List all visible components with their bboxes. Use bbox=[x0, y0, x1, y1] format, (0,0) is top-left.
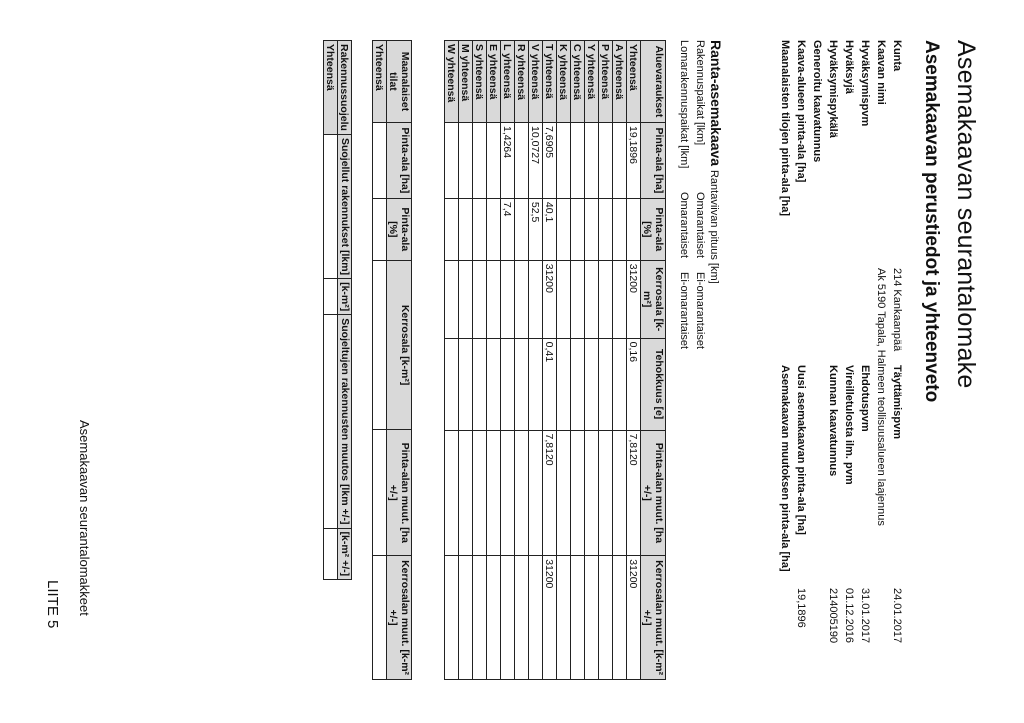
table-cell bbox=[487, 430, 501, 556]
generoitu-label: Generoitu kaavatunnus bbox=[811, 40, 823, 163]
table-row bbox=[529, 41, 543, 680]
table-cell: Yhteensä bbox=[373, 41, 387, 123]
ranta-row-a: Omarantaiset bbox=[678, 192, 690, 259]
table-row bbox=[501, 41, 515, 680]
table-cell bbox=[487, 260, 501, 338]
table-cell bbox=[557, 260, 571, 338]
table-cell bbox=[571, 430, 585, 556]
table-header-row bbox=[387, 41, 412, 680]
table-cell bbox=[473, 260, 487, 338]
table-cell bbox=[473, 338, 487, 430]
table-cell: V yhteensä bbox=[529, 41, 543, 123]
table-cell bbox=[571, 338, 585, 430]
kunnan-tunnus-label: Kunnan kaavatunnus bbox=[827, 365, 839, 477]
taytt-label: Täyttämispvm bbox=[891, 365, 903, 439]
table-cell bbox=[459, 122, 473, 198]
table-cell bbox=[445, 338, 459, 430]
table-cell bbox=[459, 556, 473, 680]
table-cell bbox=[585, 430, 599, 556]
table-cell bbox=[373, 122, 387, 198]
table-header-row bbox=[641, 41, 666, 680]
vireille-label: Vireilletulosta ilm. pvm bbox=[843, 365, 855, 485]
table-cell bbox=[557, 198, 571, 260]
table-cell bbox=[445, 430, 459, 556]
table-header: Pinta-alan muut. [ha +/-] bbox=[387, 430, 412, 556]
table-row bbox=[459, 41, 473, 680]
aluevaraukset-table bbox=[444, 40, 666, 680]
table-cell bbox=[613, 430, 627, 556]
table-cell bbox=[599, 338, 613, 430]
uusi-label: Uusi asemakaavan pinta-ala [ha] bbox=[795, 365, 807, 535]
table-cell: 0,41 bbox=[543, 338, 557, 430]
table-cell bbox=[557, 122, 571, 198]
table-header: Tehokkuus [e] bbox=[641, 338, 666, 430]
table-cell bbox=[585, 122, 599, 198]
table-cell: 19,1896 bbox=[627, 122, 641, 198]
table-cell: 0,16 bbox=[627, 338, 641, 430]
table-cell bbox=[599, 198, 613, 260]
table-cell: 7,6905 bbox=[543, 122, 557, 198]
table-header: Aluevaraukset bbox=[641, 41, 666, 123]
table-cell bbox=[529, 338, 543, 430]
kunta-value: 214 Kankaanpää bbox=[891, 268, 903, 352]
table-cell bbox=[599, 122, 613, 198]
table-header: Suojellut rakennukset [lkm] bbox=[338, 134, 352, 278]
table-cell bbox=[373, 556, 387, 680]
table-cell: C yhteensä bbox=[571, 41, 585, 123]
table-cell: 7,8120 bbox=[627, 430, 641, 556]
table-cell bbox=[501, 430, 515, 556]
table-cell bbox=[324, 134, 338, 278]
table-header: Pinta-ala [ha] bbox=[641, 122, 666, 198]
form-subtitle: Asemakaavan perustiedot ja yhteenveto bbox=[921, 40, 942, 403]
ranta-row-a: Omarantaiset bbox=[694, 192, 706, 259]
table-cell: 40,1 bbox=[543, 198, 557, 260]
table-header: Pinta-ala [%] bbox=[387, 198, 412, 260]
table-cell bbox=[501, 338, 515, 430]
table-cell bbox=[487, 198, 501, 260]
table-cell: R yhteensä bbox=[515, 41, 529, 123]
table-cell bbox=[515, 198, 529, 260]
table-cell bbox=[473, 198, 487, 260]
table-cell bbox=[529, 430, 543, 556]
table-cell bbox=[445, 198, 459, 260]
table-cell bbox=[557, 338, 571, 430]
table-cell: 31200 bbox=[543, 556, 557, 680]
rantaviiva-label: Rantaviivan pituus [km] bbox=[708, 169, 720, 284]
table-cell: 31200 bbox=[543, 260, 557, 338]
table-cell bbox=[445, 556, 459, 680]
table-header-row bbox=[338, 41, 352, 580]
table-cell: T yhteensä bbox=[543, 41, 557, 123]
table-row bbox=[557, 41, 571, 680]
table-header: [k-m²] bbox=[338, 279, 352, 315]
table-header: Kerrosala [k-m²] bbox=[641, 260, 666, 338]
footer-liite: LIITE 5 bbox=[44, 580, 61, 629]
table-cell bbox=[613, 198, 627, 260]
table-cell bbox=[515, 260, 529, 338]
table-header: Suojeltujen rakennusten muutos [lkm +/-] bbox=[338, 315, 352, 528]
ranta-row-b: Ei-omarantaiset bbox=[694, 272, 706, 350]
table-cell bbox=[459, 260, 473, 338]
table-cell: 31200 bbox=[627, 556, 641, 680]
table-cell bbox=[599, 556, 613, 680]
table-cell bbox=[571, 198, 585, 260]
table-cell: M yhteensä bbox=[459, 41, 473, 123]
table-cell: 7,4 bbox=[501, 198, 515, 260]
ranta-row-label: Rakennuspaikat [lkm] bbox=[694, 40, 706, 146]
table-cell bbox=[373, 260, 387, 430]
table-cell: L yhteensä bbox=[501, 41, 515, 123]
table-cell bbox=[585, 198, 599, 260]
table-header: Kerrosalan muut. [k-m² +/-] bbox=[641, 556, 666, 680]
table-cell bbox=[487, 122, 501, 198]
table-header: Pinta-ala [ha] bbox=[387, 122, 412, 198]
ehdotuspvm-label: Ehdotuspvm bbox=[859, 365, 871, 432]
table-row bbox=[445, 41, 459, 680]
table-cell bbox=[459, 198, 473, 260]
kaavan-nimi-value: Ak 5190 Tapala, Halmeen teollisuusalueen laajennus bbox=[875, 268, 887, 526]
table-cell bbox=[599, 430, 613, 556]
table-cell: Yhteensä bbox=[324, 41, 338, 135]
maanalaiset-table bbox=[372, 40, 412, 680]
ranta-row-b: Ei-omarantaiset bbox=[678, 272, 690, 350]
table-row bbox=[585, 41, 599, 680]
table-cell: 31200 bbox=[627, 260, 641, 338]
table-cell: K yhteensä bbox=[557, 41, 571, 123]
table-cell bbox=[571, 260, 585, 338]
table-cell bbox=[557, 430, 571, 556]
uusi-value: 19,1896 bbox=[795, 588, 807, 628]
hyvaksyja-label: Hyväksyjä bbox=[843, 40, 855, 94]
table-cell bbox=[571, 556, 585, 680]
table-cell: 52,5 bbox=[529, 198, 543, 260]
table-cell bbox=[445, 260, 459, 338]
table-header: [k-m² +/-] bbox=[338, 528, 352, 580]
table-cell bbox=[515, 122, 529, 198]
table-row bbox=[373, 41, 387, 680]
ranta-heading bbox=[708, 40, 724, 284]
table-cell: 7,8120 bbox=[543, 430, 557, 556]
ehdotuspvm-value: 31.01.2017 bbox=[859, 588, 871, 644]
table-cell bbox=[599, 260, 613, 338]
table-cell: Yhteensä bbox=[627, 41, 641, 123]
table-cell bbox=[373, 430, 387, 556]
table-cell bbox=[324, 528, 338, 580]
table-cell bbox=[585, 556, 599, 680]
table-cell bbox=[473, 556, 487, 680]
table-cell bbox=[627, 198, 641, 260]
table-header: Pinta-ala [%] bbox=[641, 198, 666, 260]
table-row bbox=[487, 41, 501, 680]
table-cell bbox=[445, 122, 459, 198]
table-cell bbox=[529, 260, 543, 338]
table-cell bbox=[613, 556, 627, 680]
kaavan-nimi-label: Kaavan nimi bbox=[875, 40, 887, 105]
hyvaksymispykala-label: Hyväksymispykälä bbox=[827, 40, 839, 138]
taytt-value: 24.01.2017 bbox=[891, 588, 903, 644]
table-cell bbox=[557, 556, 571, 680]
kaava-alue-label: Kaava-alueen pinta-ala [ha] bbox=[795, 40, 807, 183]
table-cell: S yhteensä bbox=[473, 41, 487, 123]
table-header: Kerrosalan muut. [k-m² +/-] bbox=[387, 556, 412, 680]
kunnan-tunnus-value: 214005190 bbox=[827, 588, 839, 644]
hyvaksymispvm-label: Hyväksymispvm bbox=[859, 40, 871, 127]
ranta-title: Ranta-asemakaava bbox=[708, 40, 724, 167]
table-row bbox=[515, 41, 529, 680]
form-title: Asemakaavan seurantalomake bbox=[952, 40, 980, 389]
table-row bbox=[473, 41, 487, 680]
table-cell: Y yhteensä bbox=[585, 41, 599, 123]
table-row bbox=[613, 41, 627, 680]
table-cell: E yhteensä bbox=[487, 41, 501, 123]
table-header: Pinta-alan muut. [ha +/-] bbox=[641, 430, 666, 556]
table-cell bbox=[585, 338, 599, 430]
table-cell bbox=[515, 430, 529, 556]
basic-info bbox=[734, 40, 904, 680]
table-cell bbox=[515, 338, 529, 430]
table-cell: P yhteensä bbox=[599, 41, 613, 123]
table-cell bbox=[487, 556, 501, 680]
table-cell bbox=[613, 122, 627, 198]
table-row bbox=[543, 41, 557, 680]
table-cell: W yhteensä bbox=[445, 41, 459, 123]
table-cell bbox=[501, 556, 515, 680]
table-row bbox=[571, 41, 585, 680]
footer-doc-title: Asemakaavan seurantalomakkeet bbox=[77, 420, 92, 616]
table-cell bbox=[459, 430, 473, 556]
table-header: Kerrosala [k-m²] bbox=[387, 260, 412, 430]
rakennussuojelu-table bbox=[323, 40, 352, 580]
table-cell bbox=[585, 260, 599, 338]
table-cell bbox=[515, 556, 529, 680]
table-cell bbox=[501, 260, 515, 338]
table-cell: 10,0727 bbox=[529, 122, 543, 198]
table-row bbox=[599, 41, 613, 680]
table-cell bbox=[613, 338, 627, 430]
table-cell bbox=[473, 122, 487, 198]
maanalaisten-label: Maanalaisten tilojen pinta-ala [ha] bbox=[779, 40, 791, 217]
table-cell bbox=[324, 315, 338, 528]
table-cell bbox=[613, 260, 627, 338]
table-cell bbox=[473, 430, 487, 556]
table-cell bbox=[571, 122, 585, 198]
vireille-value: 01.12.2016 bbox=[843, 588, 855, 644]
table-cell bbox=[324, 279, 338, 315]
table-cell: A yhteensä bbox=[613, 41, 627, 123]
table-cell: 1,4264 bbox=[501, 122, 515, 198]
table-row bbox=[324, 41, 338, 580]
table-cell bbox=[529, 556, 543, 680]
muutos-label: Asemakaavan muutoksen pinta-ala [ha] bbox=[779, 365, 791, 572]
table-cell bbox=[459, 338, 473, 430]
kunta-label: Kunta bbox=[891, 40, 903, 72]
table-cell bbox=[487, 338, 501, 430]
table-header: Rakennussuojelu bbox=[338, 41, 352, 135]
ranta-row-label: Lomarakennuspaikat [lkm] bbox=[678, 40, 690, 169]
table-row bbox=[627, 41, 641, 680]
table-cell bbox=[373, 198, 387, 260]
table-header: Maanalaiset tilat bbox=[387, 41, 412, 123]
